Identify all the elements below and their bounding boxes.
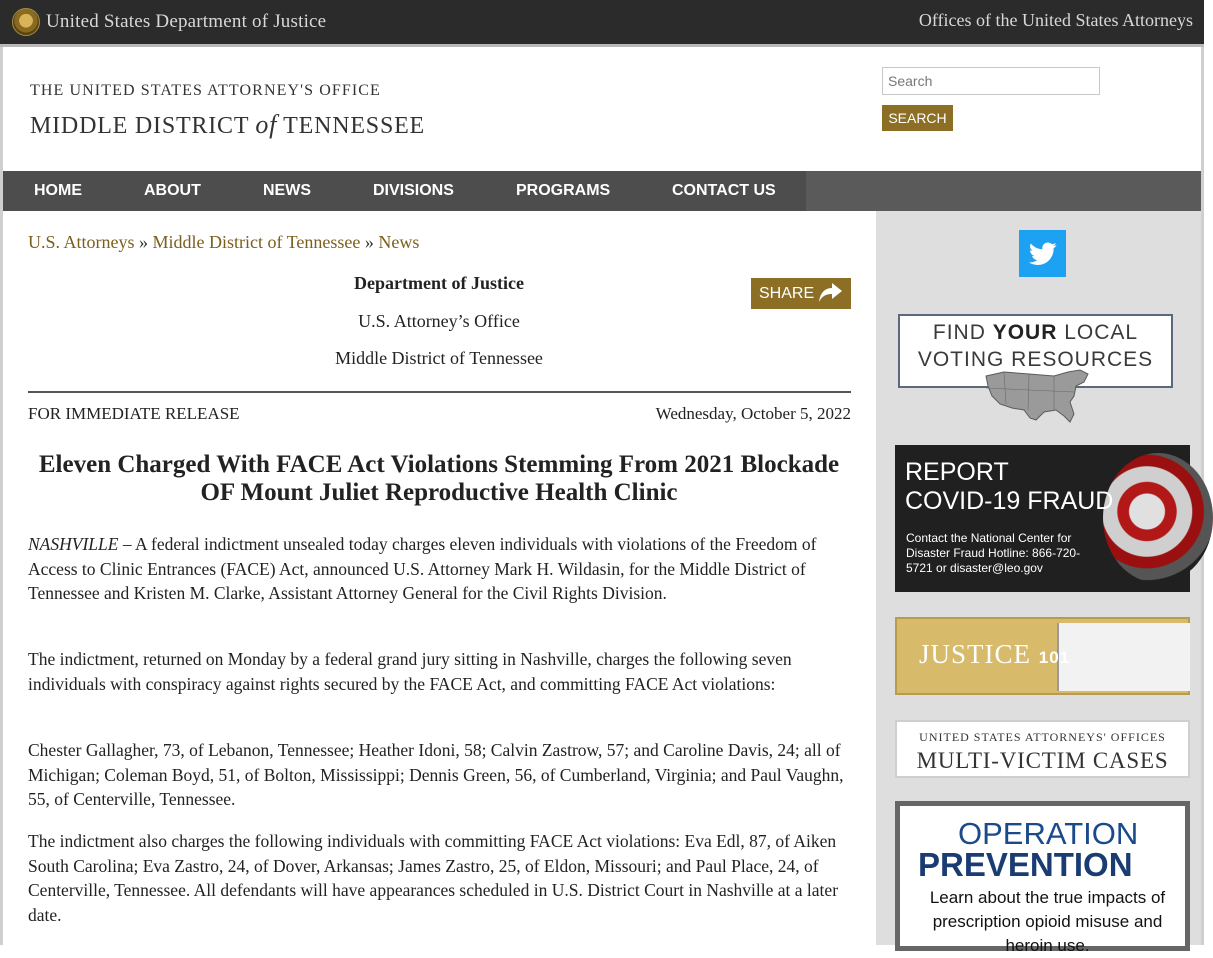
article-paragraph-2: The indictment, returned on Monday by a federal grand jury sitting in Nashville, charges the following seven individuals with conspiracy against rights secured by the FACE Act, and committing FACE Act violations: (28, 649, 792, 694)
op-line1: OPERATION (958, 816, 1139, 851)
search-input[interactable] (882, 67, 1100, 95)
share-arrow-icon (818, 283, 842, 303)
justice-101-label: JUSTICE 101 (919, 639, 1071, 669)
breadcrumb (28, 232, 419, 253)
nav-item-programs[interactable]: PROGRAMS (516, 182, 611, 199)
multi-victim-small: UNITED STATES ATTORNEYS' OFFICES (919, 730, 1166, 744)
multi-victim-banner[interactable] (895, 720, 1190, 778)
release-label: FOR IMMEDIATE RELEASE (28, 404, 240, 423)
search-button[interactable]: SEARCH (882, 105, 953, 131)
org-department: Department of Justice (354, 273, 524, 293)
voting-line2: VOTING RESOURCES (917, 348, 1154, 371)
office-title-line1[interactable]: THE UNITED STATES ATTORNEY'S OFFICE (30, 82, 381, 99)
article-headline: Eleven Charged With FACE Act Violations Stemming From 2021 Blockade OF Mount Juliet Reproductive Health Clinic (38, 451, 840, 506)
covid-line2: COVID-19 FRAUD (905, 487, 1114, 515)
op-text: Learn about the true impacts of prescription opioid misuse and heroin use. (929, 888, 1166, 955)
twitter-button[interactable] (1019, 230, 1066, 277)
nav-item-news[interactable]: NEWS (263, 182, 311, 199)
doj-name-link[interactable]: United States Department of Justice (46, 11, 327, 32)
share-button[interactable] (751, 278, 851, 309)
covid-hotline-text: Contact the National Center for Disaster Fraud Hotline: 866-720-5721 or disaster@leo.gov (906, 531, 1081, 575)
justice-101-banner[interactable] (895, 617, 1190, 695)
dateline: NASHVILLE (28, 534, 119, 554)
nav-item-divisions[interactable]: DIVISIONS (373, 182, 454, 199)
office-district-b: TENNESSEE (283, 113, 426, 139)
operation-prevention-banner[interactable] (895, 801, 1190, 955)
voting-line1: FIND YOUR LOCAL (932, 321, 1139, 344)
nav-item-contact[interactable]: CONTACT US (672, 182, 776, 199)
office-of: of (255, 110, 278, 139)
nav-item-home[interactable]: HOME (34, 182, 82, 199)
us-map-icon (984, 366, 1090, 426)
office-district-a: MIDDLE DISTRICT (30, 113, 250, 139)
breadcrumb-separator: » (139, 232, 149, 252)
article-paragraph-1: NASHVILLE – A federal indictment unsealed today charges eleven individuals with violations of the Freedom of Access to Clinic Entrances (FACE) Act, announced U.S. Attorney Mark H. Wildasin, for the Middle District of Tennessee and Kristen M. Clarke, Assistant Attorney General for the Civil Rights Division. (28, 534, 817, 603)
covid-fraud-banner[interactable] (895, 445, 1190, 592)
top-bar (0, 0, 1204, 47)
release-date: Wednesday, October 5, 2022 (655, 404, 851, 423)
office-title-line2[interactable] (30, 110, 425, 140)
virus-image (1103, 453, 1213, 583)
doj-seal-icon[interactable] (12, 8, 40, 36)
nav-item-about[interactable]: ABOUT (144, 182, 201, 199)
twitter-bird-icon (1029, 242, 1057, 266)
org-usao: U.S. Attorney’s Office (358, 311, 520, 331)
breadcrumb-middle-district[interactable]: Middle District of Tennessee (152, 232, 361, 252)
covid-line1: REPORT (905, 458, 1009, 486)
org-district: Middle District of Tennessee (335, 348, 543, 368)
breadcrumb-us-attorneys[interactable]: U.S. Attorneys (28, 232, 135, 252)
usao-offices-link[interactable]: Offices of the United States Attorneys (918, 10, 1193, 30)
article-paragraph-4: The indictment also charges the following individuals with committing FACE Act violations: Eva Edl, 87, of Aiken South Carolina; Eva Zastro, 24, of Dover, Arkansas; James Zastro, 25, of Eldon, Missouri; and Paul Place, 24, of Centerville, Tennessee. All defendants will have appearances scheduled in U.S. District Court in Nashville at a later date. (28, 831, 839, 925)
header-divider (28, 391, 851, 393)
justice-screenshot-image (1057, 623, 1190, 691)
share-label: SHARE (759, 284, 815, 302)
article-paragraph-3: Chester Gallagher, 73, of Lebanon, Tennessee; Heather Idoni, 58; Calvin Zastrow, 57; and Caroline Davis, 24; all of Michigan; Coleman Boyd, 51, of Bolton, Mississippi; Dennis Green, 56, of Cumberland, Virginia; and Paul Vaughn, 55, of Centerville, Tennessee. (28, 740, 844, 809)
main-nav (3, 171, 1201, 211)
breadcrumb-news[interactable]: News (378, 232, 420, 252)
op-line2: PREVENTION (918, 846, 1133, 883)
breadcrumb-separator: » (364, 232, 374, 252)
multi-victim-big: MULTI-VICTIM CASES (916, 748, 1169, 773)
